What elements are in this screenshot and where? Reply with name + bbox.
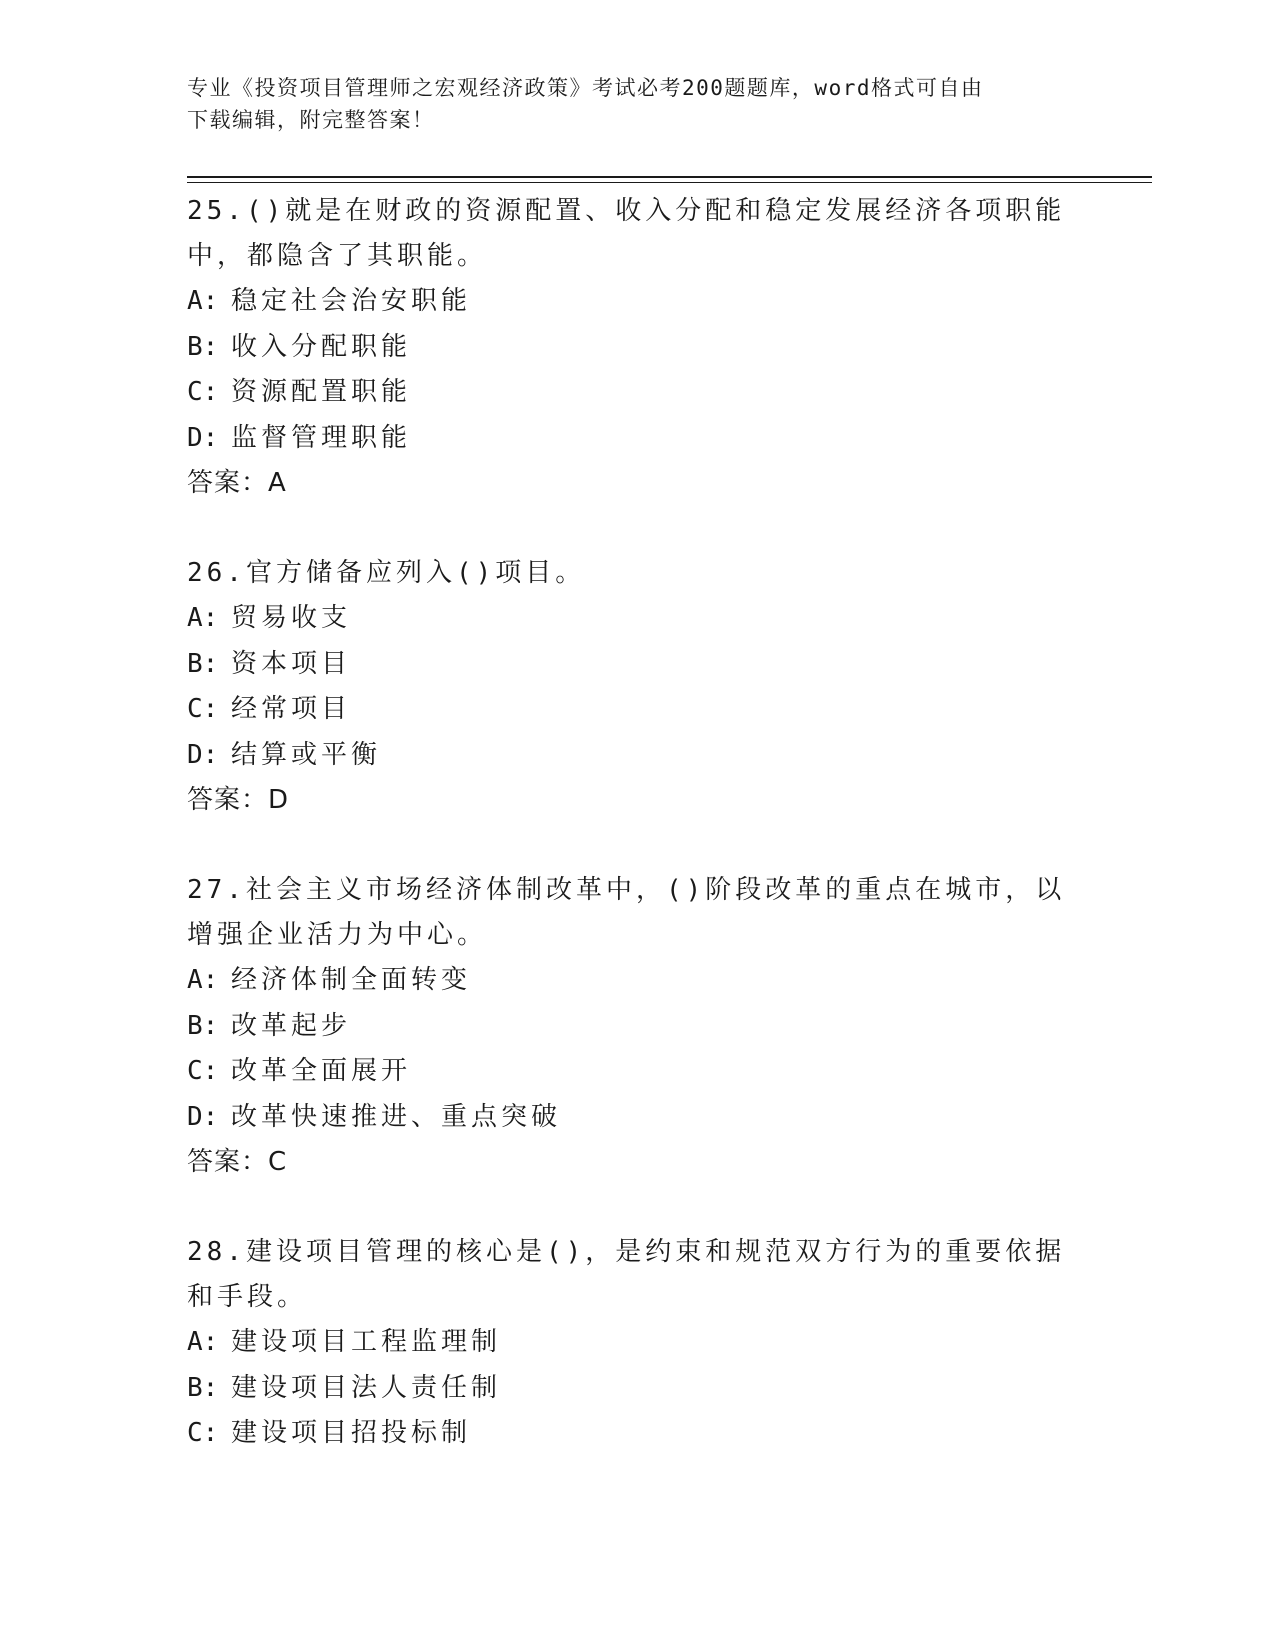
option-b bbox=[187, 325, 1087, 371]
option-text: 建设项目法人责任制 bbox=[231, 1372, 502, 1403]
option-text: 结算或平衡 bbox=[231, 739, 382, 770]
option-text: 资源配置职能 bbox=[231, 377, 412, 407]
option-letter: B: bbox=[187, 648, 219, 679]
question-26 bbox=[187, 551, 1087, 823]
question-stem: 28.建设项目管理的核心是()，是约束和规范双方行为的重要依据和手段。 bbox=[187, 1237, 1066, 1312]
option-text: 经济体制全面转变 bbox=[231, 965, 472, 995]
option-letter: A: bbox=[187, 1327, 219, 1357]
option-text: 建设项目招投标制 bbox=[231, 1418, 472, 1448]
option-a bbox=[187, 279, 1087, 325]
option-letter: C: bbox=[187, 377, 219, 407]
option-text: 建设项目工程监理制 bbox=[231, 1327, 502, 1357]
question-stem: 26.官方储备应列入()项目。 bbox=[187, 558, 586, 588]
option-d bbox=[187, 416, 1087, 462]
document-header bbox=[187, 72, 1087, 136]
header-line-2: 下载编辑，附完整答案！ bbox=[187, 108, 435, 132]
answer-line: 答案：A bbox=[187, 468, 287, 498]
header-divider-thick bbox=[187, 176, 1152, 178]
option-letter: B: bbox=[187, 331, 219, 362]
option-letter: C: bbox=[187, 1056, 219, 1086]
option-text: 收入分配职能 bbox=[231, 331, 412, 362]
option-letter: A: bbox=[187, 286, 219, 316]
question-28 bbox=[187, 1230, 1087, 1457]
question-25 bbox=[187, 189, 1087, 506]
option-letter: B: bbox=[187, 1372, 219, 1403]
option-letter: D: bbox=[187, 739, 219, 770]
option-b bbox=[187, 642, 1087, 688]
option-c bbox=[187, 370, 1087, 416]
option-letter: B: bbox=[187, 1010, 219, 1041]
question-stem: 27.社会主义市场经济体制改革中，()阶段改革的重点在城市，以增强企业活力为中心。 bbox=[187, 875, 1066, 950]
header-line-1: 专业《投资项目管理师之宏观经济政策》考试必考200题题库，word格式可自由 bbox=[187, 76, 984, 100]
option-d bbox=[187, 733, 1087, 779]
option-c bbox=[187, 1411, 1087, 1457]
option-b bbox=[187, 1004, 1087, 1050]
header-divider-thin bbox=[187, 182, 1152, 183]
option-text: 贸易收支 bbox=[231, 603, 352, 633]
option-a bbox=[187, 958, 1087, 1004]
option-text: 改革快速推进、重点突破 bbox=[231, 1101, 562, 1132]
question-stem: 25.()就是在财政的资源配置、收入分配和稳定发展经济各项职能中，都隐含了其职能。 bbox=[187, 196, 1066, 271]
answer-line: 答案：D bbox=[187, 785, 290, 815]
option-c bbox=[187, 687, 1087, 733]
option-text: 资本项目 bbox=[231, 648, 352, 679]
option-letter: D: bbox=[187, 1101, 219, 1132]
option-text: 改革全面展开 bbox=[231, 1056, 412, 1086]
option-text: 监督管理职能 bbox=[231, 422, 412, 453]
option-c bbox=[187, 1049, 1087, 1095]
option-a bbox=[187, 1320, 1087, 1366]
option-a bbox=[187, 596, 1087, 642]
option-letter: A: bbox=[187, 965, 219, 995]
option-text: 稳定社会治安职能 bbox=[231, 286, 472, 316]
option-letter: D: bbox=[187, 422, 219, 453]
option-letter: C: bbox=[187, 1418, 219, 1448]
option-text: 经常项目 bbox=[231, 694, 352, 724]
question-27 bbox=[187, 868, 1087, 1185]
option-letter: C: bbox=[187, 694, 219, 724]
option-b bbox=[187, 1366, 1087, 1412]
option-text: 改革起步 bbox=[231, 1010, 352, 1041]
option-letter: A: bbox=[187, 603, 219, 633]
option-d bbox=[187, 1095, 1087, 1141]
question-list bbox=[187, 189, 1087, 1502]
answer-line: 答案：C bbox=[187, 1147, 288, 1177]
